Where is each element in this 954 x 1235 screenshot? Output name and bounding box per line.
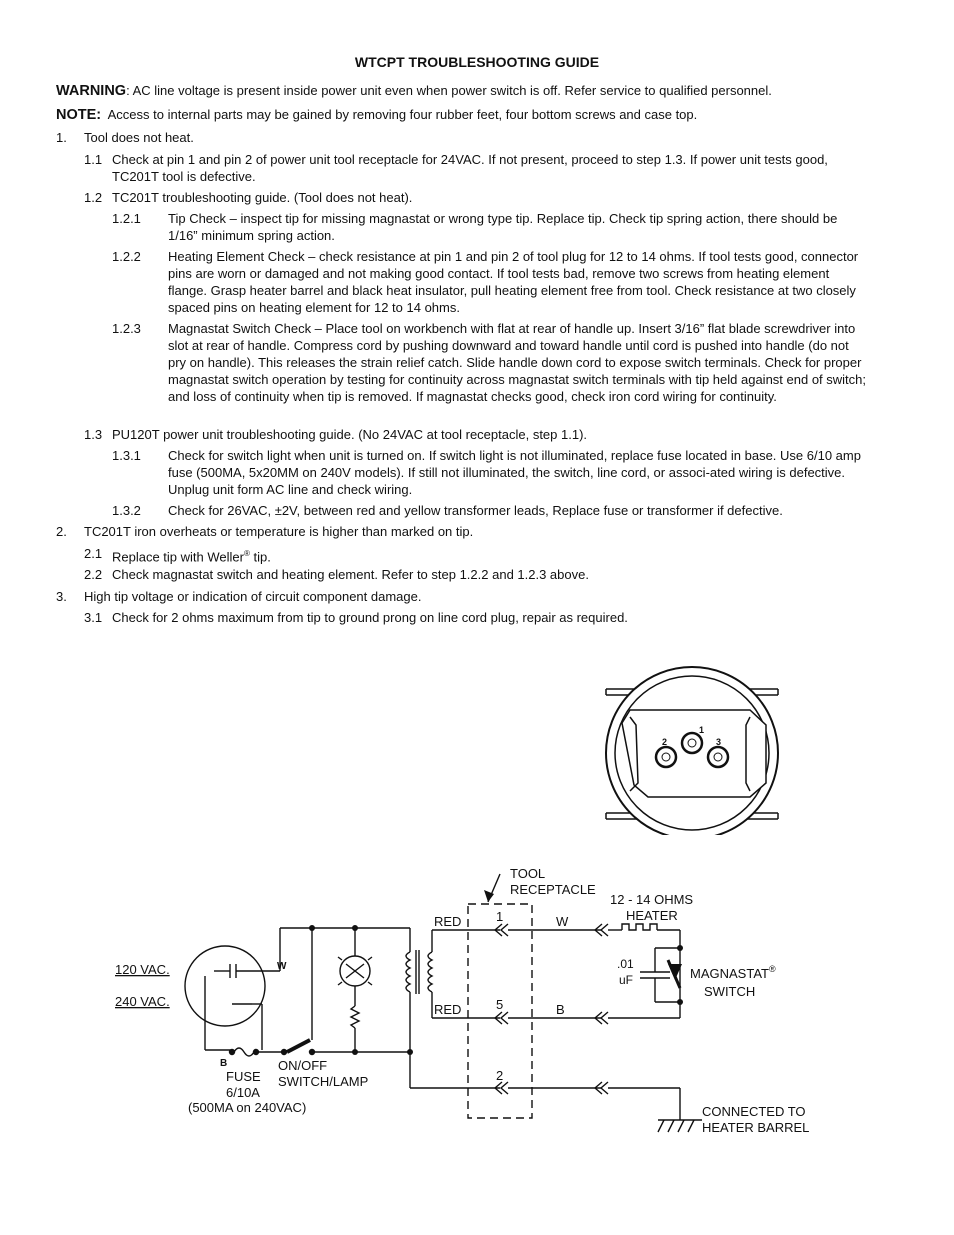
wire-b-right-label: B [556,1002,565,1017]
step-text: PU120T power unit troubleshooting guide. (No 24VAC at tool receptacle, step 1.1). [112,427,588,442]
step-number: 2.1 [84,546,103,561]
warning-label: WARNING [56,83,127,99]
junction-dot [677,945,683,951]
step-number: 3.1 [84,610,103,625]
voltage-240-label: 240 VAC. [115,994,170,1009]
fuse-label-1: FUSE [226,1069,261,1084]
red-bottom-label: RED [434,1002,462,1017]
wiring-schematic [0,860,954,1150]
step-1-1-text: Check at pin 1 and pin 2 of power unit tool receptacle for 24VAC. If not present, proceed to step 1.3. If power unit tests good, TC201T tool is defective. [112,152,828,184]
red-top-label: RED [434,914,462,929]
step-text: TC201T iron overheats or temperature is higher than marked on tip. [84,524,474,539]
registered-mark: ® [243,549,250,558]
step-number: 2.2 [84,567,103,582]
step-2-1-text: Replace tip with Weller [112,549,244,565]
note-label: NOTE: [56,107,102,123]
step-number: 1.3.1 [112,448,141,463]
capacitor-label-1: .01 [617,957,634,971]
voltage-120-label: 120 VAC. [115,962,170,977]
step-text: Tip Check – inspect tip for missing magnastat or wrong type tip. Replace tip. Check tip spring action, there should be 1/16” minimum spring action. [168,211,838,243]
step-number: 2. [56,524,67,539]
tool-receptacle-label-1: TOOL [510,866,546,881]
step-2-1-tail: tip. [249,549,271,565]
magnastat-registered-mark: ® [768,964,776,974]
step-number: 1.2.2 [112,249,141,264]
note-text: Access to internal parts may be gained by removing four rubber feet, four bottom screws and case top. [107,107,698,122]
magnastat-label [690,964,776,981]
step-number: 1.2.3 [112,321,141,336]
step-text: TC201T troubleshooting guide. (Tool does not heat). [112,190,413,205]
step-number: 1.2 [84,190,103,205]
step-number: 3. [56,589,67,604]
pin-1-label: 1 [699,725,705,735]
step-text: Tool does not heat. [84,130,194,145]
pin-5-schematic-label: 5 [496,997,504,1012]
ground-label-1: CONNECTED TO [702,1104,806,1119]
pin-2-label: 2 [662,737,668,747]
tool-receptacle-label-2: RECEPTACLE [510,882,596,897]
step-text: Check for switch light when unit is turned on. If switch light is not illuminated, replace fuse located in base. Use 6/10 amp fuse (500MA, 5x20MM on 240V models). If still not illuminated, the switch, line cord, or associ-ated wiring is defective. Unplug unit form AC line and check wiring. [168,448,861,497]
ground-label-2: HEATER BARREL [702,1120,810,1135]
fuse-label-2: 6/10A [226,1085,260,1100]
switch-label: SWITCH [704,984,756,999]
step-text: Check magnastat switch and heating element. Refer to step 1.2.2 and 1.2.3 above. [112,567,589,582]
capacitor-label-2: uF [619,973,634,987]
junction-dot [352,925,358,931]
junction-dot [407,1049,413,1055]
heater-label-1: 12 - 14 OHMS [610,892,694,907]
fuse-label-3: (500MA on 240VAC) [188,1100,307,1115]
step-text: Magnastat Switch Check – Place tool on workbench with flat at rear of handle up. Insert 3/16” flat blade screwdriver into slot at rear of handle. Compress cord by pushing downward and toward handle until cord is pushed into handle (do not pry on handle). This releases the strain relief catch. Slide handle down cord to expose switch terminals. Check for proper magnastat switch operation by testing for continuity across magnastat switch terminals with tip held against end of switch; and loss of continuity when tip is removed. If magnastat checks good, check iron cord wiring for continuity. [168,321,867,404]
warning-paragraph [56,82,772,100]
junction-dot [677,999,683,1005]
step-text: Heating Element Check – check resistance at pin 1 and pin 2 of tool plug for 12 to 14 ohms. If tool tests good, connector pins are worn or damaged and not making good contact. If tool tests bad, remove two screws from heating element flange. Grasp heater barrel and black heat insulator, pull heating element free from tool. Check resistance at two closely spaced pins on heating element for 12 to 14 ohms. [168,249,859,315]
step-text [112,545,271,565]
step-text: Check for 26VAC, ±2V, between red and yellow transformer leads, Replace fuse or transformer if defective. [168,503,783,518]
magnastat-label-text: MAGNASTAT [690,966,769,981]
heater-label-2: HEATER [626,908,678,923]
receptacle-connector-diagram [600,665,785,835]
switch-lamp-label-1: ON/OFF [278,1058,328,1073]
step-number: 1.3.2 [112,503,141,518]
step-text [112,151,872,185]
warning-text: : AC line voltage is present inside power unit even when power switch is off. Refer service to qualified personnel. [126,83,772,98]
junction-dot [309,925,315,931]
pin-3-label: 3 [716,737,722,747]
step-text: Check for 2 ohms maximum from tip to ground prong on line cord plug, repair as required. [112,610,628,625]
step-number: 1.3 [84,427,103,442]
step-number: 1.1 [84,152,103,167]
wire-b-left-label: B [220,1058,228,1069]
step-text: High tip voltage or indication of circuit component damage. [84,589,422,604]
pin-1-schematic-label: 1 [496,909,504,924]
note-paragraph [56,106,697,124]
junction-dot [352,1049,358,1055]
step-number: 1. [56,130,67,145]
switch-lamp-label-2: SWITCH/LAMP [278,1074,369,1089]
wire-w-left-label: W [277,961,287,972]
page-title: WTCPT TROUBLESHOOTING GUIDE [354,54,600,70]
step-number: 1.2.1 [112,211,141,226]
wire-w-right-label: W [556,914,569,929]
pin-2-schematic-label: 2 [496,1068,504,1083]
